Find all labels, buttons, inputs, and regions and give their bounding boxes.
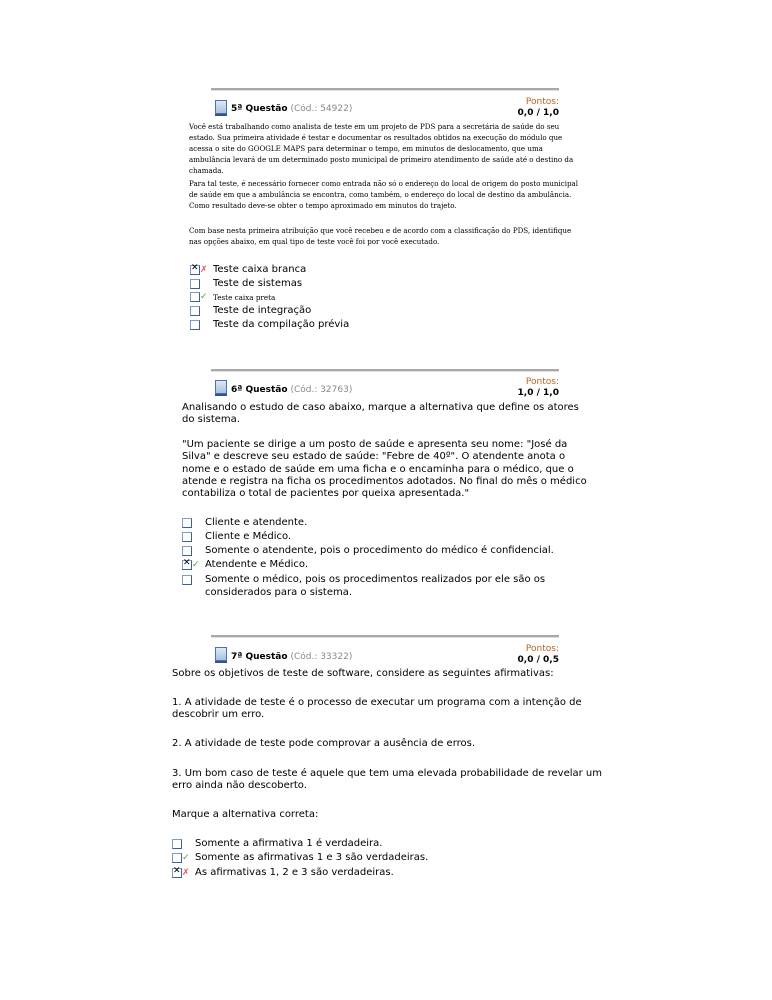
- option-label: Somente a afirmativa 1 é verdadeira.: [195, 838, 383, 849]
- points-value: 1,0 / 1,0: [517, 388, 559, 398]
- question-6-paragraph-1: Analisando o estudo de caso abaixo, marque a alternativa que define os atores do sistema.: [182, 402, 579, 426]
- check-icon: ✓: [192, 559, 200, 570]
- option-label: As afirmativas 1, 2 e 3 são verdadeiras.: [195, 867, 394, 878]
- question-7-title: [231, 652, 352, 662]
- check-icon: ✓: [182, 852, 190, 863]
- question-7-option-1[interactable]: [172, 838, 382, 849]
- option-label: Teste caixa branca: [213, 264, 307, 275]
- checkbox[interactable]: [190, 320, 200, 330]
- option-label: Somente o atendente, pois o procedimento do médico é confidencial.: [205, 545, 554, 556]
- checkbox[interactable]: [172, 853, 182, 863]
- checkbox[interactable]: [190, 265, 200, 275]
- question-5-paragraph-2: Para tal teste, é necessário fornecer como entrada não só o endereço do local de origem do posto municipal de saúde em que a ambulância se encontra, como também, o endereço do local de destino da ambulância. Como resultado deve-se obter o tempo aproximado em minutos do trajeto.: [189, 179, 579, 210]
- option-label: Somente o médico, pois os procedimentos realizados por ele são os considerados para o sistema.: [205, 574, 546, 598]
- question-5-option-4[interactable]: [190, 305, 311, 316]
- checkbox[interactable]: [172, 839, 182, 849]
- question-7-statement-2: 2. A atividade de teste pode comprovar a ausência de erros.: [172, 738, 476, 749]
- points-label: Pontos:: [525, 97, 559, 107]
- checkbox[interactable]: [172, 868, 182, 878]
- option-label: Cliente e Médico.: [205, 531, 292, 542]
- question-5-option-2[interactable]: [190, 278, 302, 289]
- document-icon: [215, 100, 227, 114]
- question-code: (Cód.: 54922): [290, 104, 353, 114]
- question-7-statement-1: 1. A atividade de teste é o processo de executar um programa com a intenção de descobrir um erro.: [172, 697, 582, 721]
- question-5-option-5[interactable]: [190, 319, 349, 330]
- checkbox[interactable]: [190, 292, 200, 302]
- question-number: 5ª Questão: [231, 104, 288, 114]
- question-6-option-5[interactable]: [182, 574, 545, 599]
- question-7-option-2[interactable]: [172, 852, 428, 863]
- question-6-option-1[interactable]: [182, 517, 307, 528]
- option-label: Cliente e atendente.: [205, 517, 308, 528]
- document-icon: [215, 647, 227, 661]
- question-code: (Cód.: 32763): [290, 385, 353, 395]
- question-7-statement-3: 3. Um bom caso de teste é aquele que tem uma elevada probabilidade de revelar um erro ainda não descoberto.: [172, 768, 603, 792]
- question-6-divider: [211, 369, 559, 372]
- question-7-instruction: Marque a alternativa correta:: [172, 809, 319, 820]
- question-5-option-1[interactable]: [190, 264, 306, 275]
- question-number: 6ª Questão: [231, 385, 288, 395]
- checkbox[interactable]: [182, 560, 192, 570]
- question-5-paragraph-3: Com base nesta primeira atribuição que você recebeu e de acordo com a classificação do PDS, identifique nas opções abaixo, em qual tipo de teste você foi por você executado.: [189, 226, 572, 246]
- question-6-option-4[interactable]: [182, 559, 308, 570]
- option-label: Atendente e Médico.: [205, 559, 309, 570]
- question-code: (Cód.: 33322): [290, 652, 353, 662]
- points-value: 0,0 / 1,0: [517, 108, 559, 118]
- option-label: Somente as afirmativas 1 e 3 são verdadeiras.: [195, 852, 429, 863]
- question-6-title: [231, 385, 352, 395]
- wrong-icon: ✗: [182, 867, 190, 878]
- question-6-option-3[interactable]: [182, 545, 554, 556]
- question-7-divider: [211, 635, 559, 638]
- option-label: Teste da compilação prévia: [213, 319, 350, 330]
- question-6-option-2[interactable]: [182, 531, 291, 542]
- check-icon: ✓: [200, 292, 208, 302]
- question-7-option-3[interactable]: [172, 867, 394, 878]
- points-label: Pontos:: [525, 377, 559, 387]
- checkbox[interactable]: [190, 306, 200, 316]
- points-label: Pontos:: [525, 644, 559, 654]
- question-5-title: [231, 104, 352, 114]
- question-6-paragraph-2: "Um paciente se dirige a um posto de saúde e apresenta seu nome: "José da Silva" e descreve seu estado de saúde: "Febre de 40º". O atendente anota o nome e o estado de saúde em uma ficha e o encaminha para o médico, que o atende e registra na ficha os procedimentos adotados. No final do mês o médico contabiliza o total de pacientes por queixa apresentada.": [182, 439, 587, 500]
- question-number: 7ª Questão: [231, 652, 288, 662]
- checkbox[interactable]: [190, 279, 200, 289]
- checkbox[interactable]: [182, 518, 192, 528]
- option-label: Teste caixa preta: [213, 292, 276, 302]
- checkbox[interactable]: [182, 546, 192, 556]
- question-5-option-3[interactable]: [190, 292, 275, 302]
- document-icon: [215, 380, 227, 394]
- points-value: 0,0 / 0,5: [517, 655, 559, 665]
- wrong-icon: ✗: [200, 264, 208, 275]
- question-5-paragraph-1: Você está trabalhando como analista de teste em um projeto de PDS para a secretária de saúde do seu estado. Sua primeira atividade é testar e documentar os resultados obtidos na execução do módulo que acessa o site do GOOGLE MAPS para determinar o tempo, em minutos de deslocamento, que uma ambulância levará de um determinado posto municipal de primeiro atendimento de saúde até o destino da chamada.: [189, 122, 574, 175]
- option-label: Teste de sistemas: [213, 278, 303, 289]
- checkbox[interactable]: [182, 532, 192, 542]
- checkbox[interactable]: [182, 575, 192, 585]
- option-label: Teste de integração: [213, 305, 312, 316]
- question-5-divider: [211, 88, 559, 91]
- question-7-intro: Sobre os objetivos de teste de software, considere as seguintes afirmativas:: [172, 668, 554, 679]
